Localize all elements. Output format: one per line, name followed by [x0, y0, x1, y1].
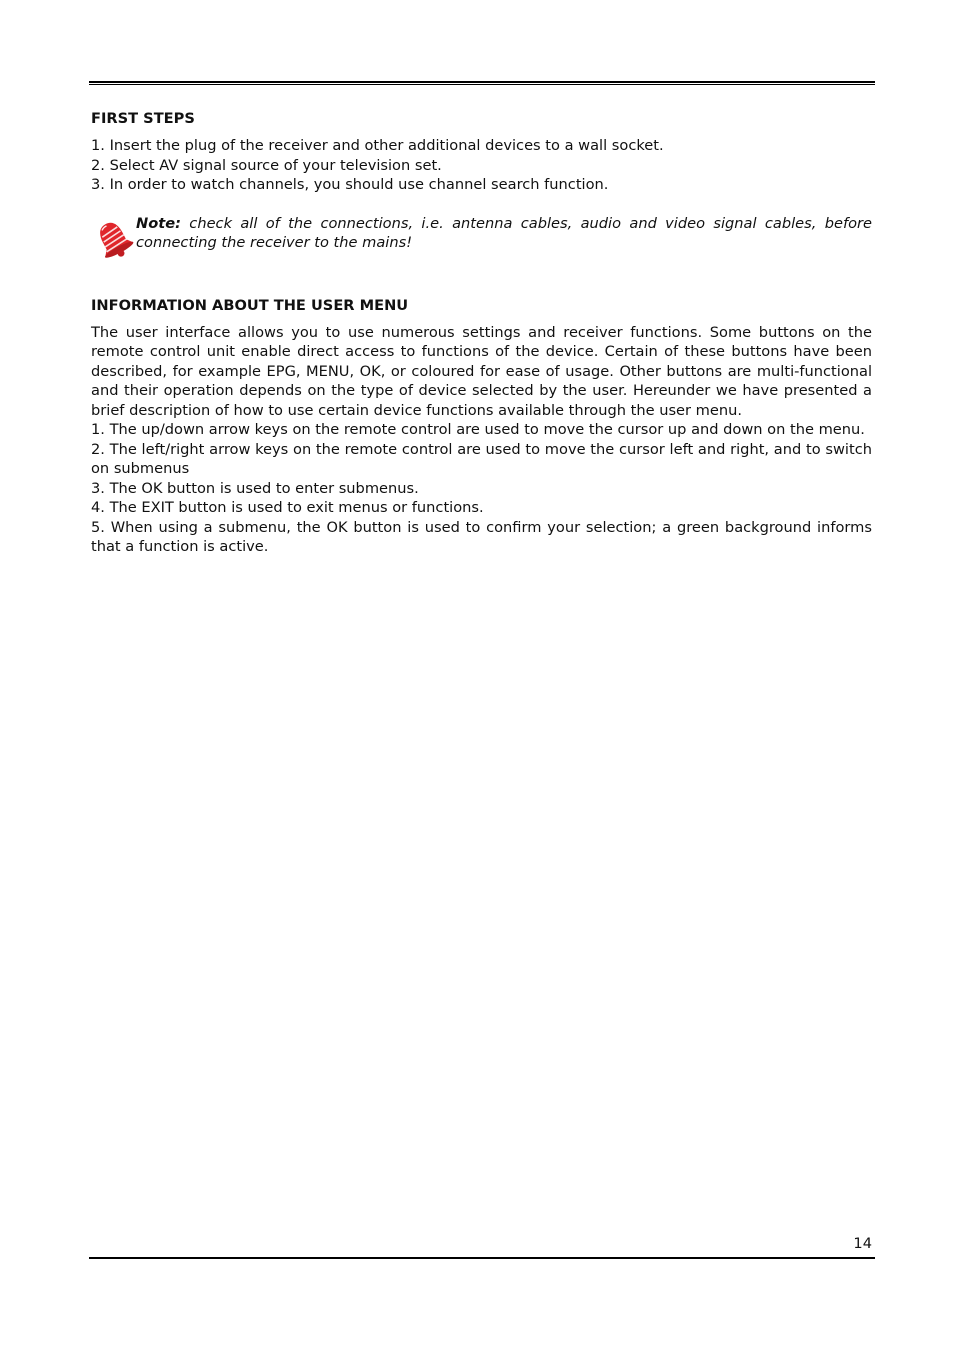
list-item: 3. In order to watch channels, you should use channel search function. — [91, 176, 609, 193]
note-box — [91, 214, 872, 262]
footer-rule — [89, 1257, 875, 1259]
paragraph: 5. When using a submenu, the OK button is used to confirm your selection; a green background informs that a function is active. — [91, 518, 872, 555]
paragraph: 1. The up/down arrow keys on the remote control are used to move the cursor up and down on the menu. — [91, 421, 865, 438]
page-content — [91, 108, 872, 557]
list-item: 1. Insert the plug of the receiver and other additional devices to a wall socket. — [91, 137, 664, 154]
user-menu-body — [91, 323, 872, 557]
paragraph: 3. The OK button is used to enter submenus. — [91, 479, 419, 497]
user-menu-heading: INFORMATION ABOUT THE USER MENU — [91, 296, 409, 314]
header-rule-thin — [89, 84, 875, 85]
page-number: 14 — [853, 1235, 872, 1252]
note-text: check all of the connections, i.e. antenna cables, audio and video signal cables, before connecting the receiver to the mains! — [136, 214, 873, 251]
paragraph: The user interface allows you to use numerous settings and receiver functions. Some buttons on the remote control unit enable direct access to functions of the device. Certain of these buttons have been described, for example EPG, MENU, OK, or coloured for ease of usage. Other buttons are multi-functional and their operation depends on the type of device selected by the user. Hereunder we have presented a brief description of how to use certain device functions available through the user menu. — [91, 323, 872, 419]
list-item: 2. Select AV signal source of your television set. — [91, 156, 442, 174]
first-steps-list — [91, 136, 872, 195]
first-steps-heading: FIRST STEPS — [91, 110, 195, 127]
paragraph: 2. The left/right arrow keys on the remote control are used to move the cursor left and right, and to switch on submenus — [91, 440, 872, 477]
alarm-bell-icon — [93, 218, 135, 262]
note-label: Note: — [136, 214, 181, 232]
paragraph: 4. The EXIT button is used to exit menus or functions. — [91, 499, 484, 516]
header-rule — [89, 81, 875, 83]
